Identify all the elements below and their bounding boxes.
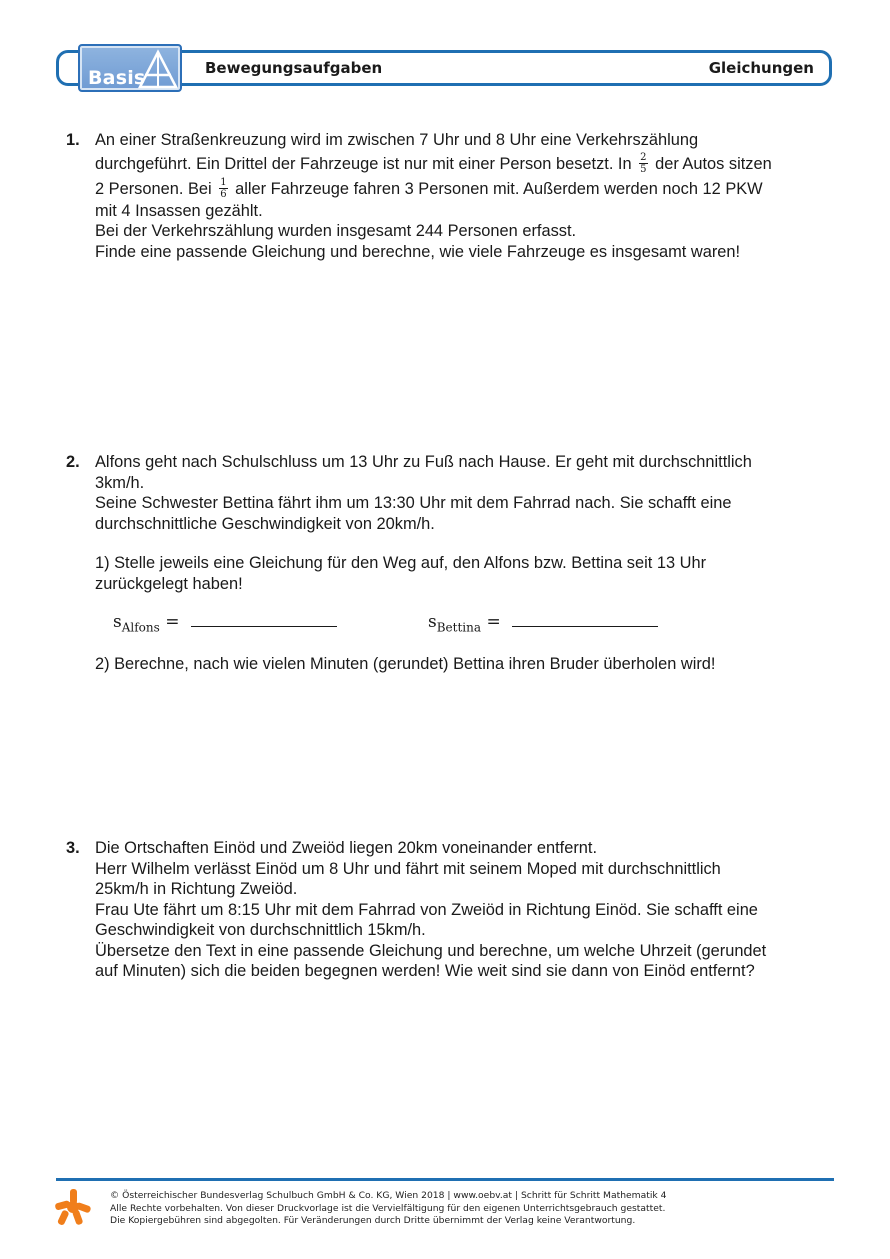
footer-line: © Österreichischer Bundesverlag Schulbuch GmbH & Co. KG, Wien 2018 | www.oebv.at | Schritt für Schritt Mathematik 4: [110, 1190, 667, 1201]
task-line: durchschnittliche Geschwindigkeit von 20km/h.: [95, 514, 435, 533]
task-text: [95, 452, 830, 594]
variable-s: s: [428, 612, 437, 632]
task-text-segment: 2 Personen. Bei: [95, 179, 212, 198]
task-line: An einer Straßenkreuzung wird im zwischen 7 Uhr und 8 Uhr eine Verkehrszählung: [95, 131, 699, 149]
task-line: mit 4 Insassen gezählt.: [95, 201, 263, 220]
task-line: auf Minuten) sich die beiden begegnen werden! Wie weit sind sie dann von Einöd entfernt?: [95, 962, 755, 980]
task-number: 3.: [66, 839, 80, 857]
task-line: Die Ortschaften Einöd und Zweiöd liegen 20km voneinander entfernt.: [95, 839, 598, 857]
fraction-numerator: 1: [220, 176, 227, 188]
task-text-segment: der Autos sitzen: [655, 154, 772, 173]
formula-row: [113, 612, 673, 642]
subscript-bettina: Bettina: [436, 620, 482, 635]
task-line: Alfons geht nach Schulschluss um 13 Uhr zu Fuß nach Hause. Er geht mit durchschnittlich: [95, 453, 752, 471]
task-line: Geschwindigkeit von durchschnittlich 15km/h.: [95, 921, 426, 939]
task-line: Herr Wilhelm verlässt Einöd um 8 Uhr und fährt mit seinem Moped mit durchschnittlich: [95, 859, 721, 878]
formula-alfons: [113, 612, 337, 634]
publisher-star-icon: [54, 1188, 92, 1226]
task-line: zurückgelegt haben!: [95, 574, 243, 593]
task-line: Seine Schwester Bettina fährt ihm um 13:30 Uhr mit dem Fahrrad nach. Sie schafft eine: [95, 494, 732, 512]
answer-blank-alfons[interactable]: [191, 612, 337, 627]
formula-bettina: [428, 612, 658, 634]
footer-line: Die Kopiergebühren sind abgegolten. Für Veränderungen durch Dritte übernimmt der Verlag keine Verantwortung.: [110, 1215, 636, 1226]
task-line: 1) Stelle jeweils eine Gleichung für den Weg auf, den Alfons bzw. Bettina seit 13 Uhr: [95, 554, 707, 572]
task-number: 2.: [66, 453, 80, 471]
equals-sign: =: [486, 612, 501, 632]
task-line: Finde eine passende Gleichung und berechne, wie viele Fahrzeuge es insgesamt waren!: [95, 242, 741, 261]
equals-sign: =: [165, 612, 180, 632]
task-line: Übersetze den Text in eine passende Gleichung und berechne, um welche Uhrzeit (gerundet: [95, 941, 767, 960]
fraction-numerator: 2: [640, 151, 647, 163]
task-text: [95, 654, 830, 675]
fraction-denominator: 6: [220, 188, 227, 200]
task-line: Frau Ute fährt um 8:15 Uhr mit dem Fahrrad von Zweiöd in Richtung Einöd. Sie schafft eine: [95, 900, 758, 919]
task-line: Bei der Verkehrszählung wurden insgesamt 244 Personen erfasst.: [95, 222, 577, 240]
basis-logo: [78, 44, 182, 92]
footer-copyright: [110, 1190, 667, 1228]
task-line: 2) Berechne, nach wie vielen Minuten (gerundet) Bettina ihren Bruder überholen wird!: [95, 655, 716, 673]
task-text: [95, 838, 830, 982]
task-line: [95, 178, 830, 201]
fraction-denominator: 5: [640, 163, 647, 175]
topic-label: Gleichungen: [708, 59, 814, 77]
page-title: Bewegungsaufgaben: [205, 59, 383, 77]
variable-s: s: [113, 612, 122, 632]
task-text: [95, 130, 830, 262]
task-line: 3km/h.: [95, 473, 145, 492]
task-number: 1.: [66, 131, 80, 149]
task-text-segment: durchgeführt. Ein Drittel der Fahrzeuge ist nur mit einer Person besetzt. In: [95, 154, 632, 173]
task-line: 25km/h in Richtung Zweiöd.: [95, 880, 298, 898]
fraction-one-sixth: [219, 177, 227, 200]
subscript-alfons: Alfons: [121, 620, 160, 635]
task-text-segment: aller Fahrzeuge fahren 3 Personen mit. Außerdem werden noch 12 PKW: [235, 179, 763, 198]
logo-label: Basis: [88, 67, 146, 89]
fraction-two-fifths: [639, 152, 647, 175]
task-line: [95, 153, 830, 176]
footer-divider: [56, 1178, 834, 1181]
answer-blank-bettina[interactable]: [512, 612, 658, 627]
footer-line: Alle Rechte vorbehalten. Von dieser Druckvorlage ist die Vervielfältigung für den eigenen Unterrichtsgebrauch gestattet.: [110, 1202, 666, 1214]
